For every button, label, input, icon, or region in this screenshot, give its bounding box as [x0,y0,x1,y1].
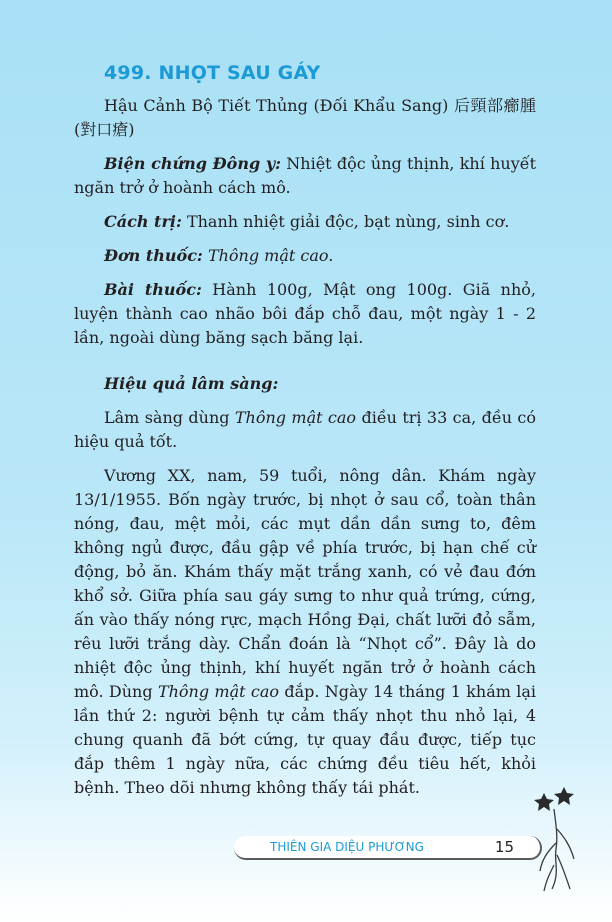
result-text-c: điều trị 33 ca, đều có hiệu quả tốt. [74,408,536,451]
cach-tri-text: Thanh nhiệt giải độc, bạt nùng, sinh cơ. [181,212,510,231]
source-line: Hậu Cảnh Bộ Tiết Thủng (Đối Khẩu Sang) 后頸部癤腫(對口瘡) [74,96,536,139]
content [74,62,536,810]
bai-thuoc-text: Hành 100g, Mật ong 100g. Giã nhỏ, luyện thành cao nhão bôi đắp chỗ đau, một ngày 1 - 2 lần, ngoài dùng băng sạch băng lại. [74,280,536,347]
hieu-qua-label: Hiệu quả lâm sàng: [104,374,279,393]
footer-bar [234,836,542,860]
result-paragraph [74,406,536,454]
case-paragraph [74,464,536,800]
cach-tri-label: Cách trị: [104,212,182,231]
case-text-c: đắp. Ngày 14 tháng 1 khám lại lần thứ 2: người bệnh tự cảm thấy nhọt thu nhỏ lại, 4 chung quanh đã bớt cứng, tự quay đầu được, tiếp tục đắp thêm 1 ngày nữa, các chứng đều tiêu hết, khỏi bệnh. Theo dõi nhưng không thấy tái phát. [74,682,537,797]
case-text-a: Vương XX, nam, 59 tuổi, nông dân. Khám ngày 13/1/1955. Bốn ngày trước, bị nhọt ở sau cổ, toàn thân nóng, đau, mệt mỏi, các mụt dần dần sưng to, đêm không ngủ được, đầu gập về phía trước, bị hạn chế cử động, bỏ ăn. Khám thấy mặt trắng xanh, có vẻ đau đớn khổ sở. Giữa phía sau gáy sưng to như quả trứng, cứng, ấn vào thấy nóng rực, mạch Hồng Đại, chất lưỡi đỏ sẫm, rêu lưỡi trắng dày. Chẩn đoán là “Nhọt cổ”. Đây là do nhiệt độc ủng thịnh, khí huyết ngăn trở ở hoành cách mô. Dùng [74,466,536,701]
result-remedy-name: Thông mật cao [234,408,357,427]
section-heading: 499. NHỌT SAU GÁY [104,62,321,84]
result-text-a: Lâm sàng dùng [104,408,235,427]
page-number: 15 [494,838,514,856]
hieu-qua-heading [74,372,536,396]
bai-thuoc-label: Bài thuốc: [104,280,202,299]
ginseng-root-icon [530,785,590,895]
bien-chung-text: Nhiệt độc ủng thịnh, khí huyết ngăn trở ở hoành cách mô. [74,154,537,197]
don-thuoc-label: Đơn thuốc: [104,246,203,265]
case-remedy-name: Thông mật cao [157,682,280,701]
don-thuoc-text: Thông mật cao. [207,246,334,265]
footer-title: THIÊN GIA DIỆU PHƯƠNG [270,840,424,854]
bien-chung-paragraph [74,152,536,200]
bai-thuoc-paragraph [74,278,536,350]
don-thuoc-paragraph [74,244,536,268]
cach-tri-paragraph [74,210,536,234]
bien-chung-label: Biện chứng Đông y: [104,154,282,173]
